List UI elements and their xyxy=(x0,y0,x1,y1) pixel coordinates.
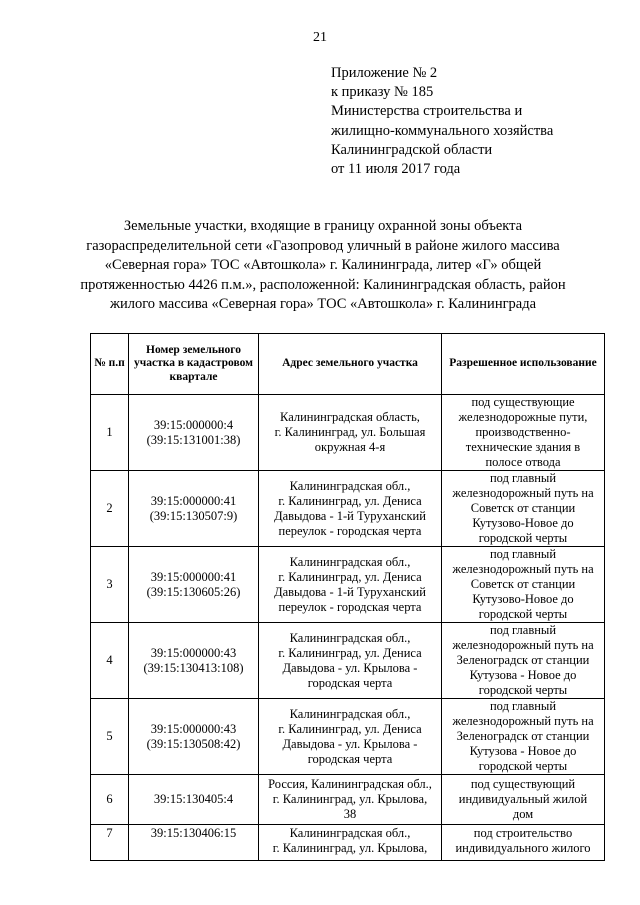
cell-use-line: железнодорожный путь на xyxy=(452,638,594,652)
cell-use-line: Кутузово-Новое до xyxy=(472,592,574,606)
cell-address-line: г. Калининград, ул. Дениса xyxy=(278,721,422,736)
cell-parcel xyxy=(129,825,259,861)
cell-address xyxy=(259,699,442,775)
cell-use-line: Зеленоградск от станции xyxy=(456,729,590,743)
cell-address xyxy=(259,395,442,471)
cell-use-line: индивидуального жилого xyxy=(455,841,591,855)
header-num: № п.п xyxy=(91,334,129,395)
cell-use-line: под главный xyxy=(489,623,557,637)
cell-use-line: Кутузова - Новое до xyxy=(469,744,577,758)
cell-parcel-line: 39:15:130405:4 xyxy=(153,792,234,806)
cell-address xyxy=(259,547,442,623)
cell-use-line: Кутузово-Новое до xyxy=(472,516,574,530)
cell-address-line: г. Калининград, ул. Дениса xyxy=(278,569,422,584)
cell-address-line: г. Калининград, ул. Дениса xyxy=(278,645,422,660)
title-line: газораспределительной сети «Газопровод уличный в районе жилого массива xyxy=(86,237,560,254)
appendix-line: Министерства строительства и xyxy=(331,103,523,120)
cell-address-line: г. Калининград, ул. Дениса xyxy=(278,493,422,508)
cell-use-line: под существующий xyxy=(470,777,576,791)
cell-address-line: Калининградская обл., xyxy=(289,554,411,569)
cell-address-line: г. Калининград, ул. Крылова, xyxy=(272,841,428,855)
cell-address-line: Давыдова - ул. Крылова - xyxy=(282,660,418,675)
title-line: Земельные участки, входящие в границу охранной зоны объекта xyxy=(123,218,523,234)
cell-address-line: городская черта xyxy=(307,675,393,690)
cell-use-line: городской черты xyxy=(478,531,568,545)
cell-num: 4 xyxy=(91,623,129,699)
table-row xyxy=(91,623,605,699)
cell-use-line: Кутузова - Новое до xyxy=(469,668,577,682)
cell-address-line: г. Калининград, ул. Большая xyxy=(274,425,426,439)
cell-parcel-line: (39:15:130508:42) xyxy=(146,736,241,751)
cell-num: 3 xyxy=(91,547,129,623)
cell-parcel xyxy=(129,623,259,699)
cell-use xyxy=(442,699,605,775)
cell-address xyxy=(259,471,442,547)
cell-use-line: городской черты xyxy=(478,683,568,697)
cell-num: 5 xyxy=(91,699,129,775)
cell-address-line: Россия, Калининградская обл., xyxy=(268,777,432,791)
cell-use-line: под главный xyxy=(489,699,557,713)
cell-address-line: Калининградская область, xyxy=(280,410,420,424)
document-title xyxy=(78,217,568,315)
parcels-table xyxy=(90,333,605,861)
cell-num: 1 xyxy=(91,395,129,471)
cell-use-line: полосе отвода xyxy=(485,455,561,469)
table-row xyxy=(91,699,605,775)
cell-parcel xyxy=(129,699,259,775)
header-parcel: Номер земельного участка в кадастровом квартале xyxy=(129,334,259,395)
cell-address-line: Давыдова - 1-й Туруханский xyxy=(274,508,426,523)
cell-address-line: переулок - городская черта xyxy=(278,599,422,614)
cell-parcel-line: (39:15:130507:9) xyxy=(149,508,238,523)
cell-use xyxy=(442,623,605,699)
cell-use xyxy=(442,471,605,547)
cell-use-line: железнодорожные пути, xyxy=(458,410,588,424)
cell-address-line: Калининградская обл., xyxy=(289,630,411,645)
cell-parcel-line: 39:15:130406:15 xyxy=(150,826,237,840)
cell-parcel-line: 39:15:000000:43 xyxy=(150,721,237,736)
cell-use-line: городской черты xyxy=(478,607,568,621)
cell-address xyxy=(259,825,442,861)
cell-address xyxy=(259,623,442,699)
cell-use-line: Советск от станции xyxy=(470,577,576,591)
cell-parcel-line: (39:15:130605:26) xyxy=(146,584,241,599)
cell-use-line: под существующие xyxy=(471,395,575,409)
cell-address-line: окружная 4-я xyxy=(314,440,386,454)
table-header-row xyxy=(91,334,605,395)
cell-parcel xyxy=(129,395,259,471)
cell-use xyxy=(442,547,605,623)
cell-parcel-line: 39:15:000000:43 xyxy=(150,645,237,660)
header-address: Адрес земельного участка xyxy=(259,334,442,395)
cell-parcel xyxy=(129,471,259,547)
cell-use-line: Советск от станции xyxy=(470,501,576,515)
cell-use-line: Зеленоградск от станции xyxy=(456,653,590,667)
cell-address-line: Калининградская обл., xyxy=(289,706,411,721)
cell-use-line: железнодорожный путь на xyxy=(452,562,594,576)
cell-use-line: под строительство xyxy=(473,826,573,840)
cell-num: 7 xyxy=(91,825,129,861)
cell-num: 2 xyxy=(91,471,129,547)
title-line: жилого массива «Северная гора» ТОС «Автошкола» г. Калининграда xyxy=(109,296,537,313)
table-row xyxy=(91,471,605,547)
appendix-line: жилищно-коммунального хозяйства xyxy=(331,122,554,139)
cell-use-line: технические здания в xyxy=(465,440,581,454)
cell-use xyxy=(442,775,605,825)
cell-use-line: железнодорожный путь на xyxy=(452,714,594,728)
cell-address-line: Калининградская обл., xyxy=(289,826,411,840)
cell-use-line: под главный xyxy=(489,471,557,485)
cell-address-line: Калининградская обл., xyxy=(289,478,411,493)
table-row xyxy=(91,825,605,861)
cell-use xyxy=(442,825,605,861)
cell-parcel-line: (39:15:130413:108) xyxy=(143,660,244,675)
cell-use-line: дом xyxy=(512,807,534,821)
cell-address xyxy=(259,775,442,825)
cell-address-line: Давыдова - 1-й Туруханский xyxy=(274,584,426,599)
appendix-line: от 11 июля 2017 года xyxy=(331,161,461,178)
cell-parcel xyxy=(129,547,259,623)
cell-parcel-line: 39:15:000000:4 xyxy=(153,417,234,432)
cell-use-line: индивидуальный жилой xyxy=(458,792,588,806)
page-number: 21 xyxy=(313,30,327,45)
table-row xyxy=(91,775,605,825)
cell-use-line: под главный xyxy=(489,547,557,561)
title-line: «Северная гора» ТОС «Автошкола» г. Калининграда, литер «Г» общей xyxy=(104,257,542,274)
cell-address-line: 38 xyxy=(343,807,357,821)
cell-address-line: городская черта xyxy=(307,751,393,766)
appendix-line: Приложение № 2 xyxy=(331,65,438,81)
cell-parcel-line: 39:15:000000:41 xyxy=(150,569,237,584)
cell-address-line: Давыдова - ул. Крылова - xyxy=(282,736,418,751)
cell-use xyxy=(442,395,605,471)
cell-parcel xyxy=(129,775,259,825)
appendix-line: Калининградской области xyxy=(331,141,493,158)
cell-parcel-line: (39:15:131001:38) xyxy=(146,432,241,447)
cell-use-line: городской черты xyxy=(478,759,568,773)
cell-num: 6 xyxy=(91,775,129,825)
table-row xyxy=(91,547,605,623)
cell-address-line: переулок - городская черта xyxy=(278,523,422,538)
title-line: протяженностью 4426 п.м.», расположенной: Калининградская область, район xyxy=(80,276,566,293)
cell-use-line: производственно- xyxy=(475,425,571,439)
table-row xyxy=(91,395,605,471)
cell-address-line: г. Калининград, ул. Крылова, xyxy=(272,792,428,806)
cell-use-line: железнодорожный путь на xyxy=(452,486,594,500)
appendix-line: к приказу № 185 xyxy=(331,84,434,101)
appendix-block xyxy=(331,64,553,179)
header-use: Разрешенное использование xyxy=(442,334,605,395)
cell-parcel-line: 39:15:000000:41 xyxy=(150,493,237,508)
